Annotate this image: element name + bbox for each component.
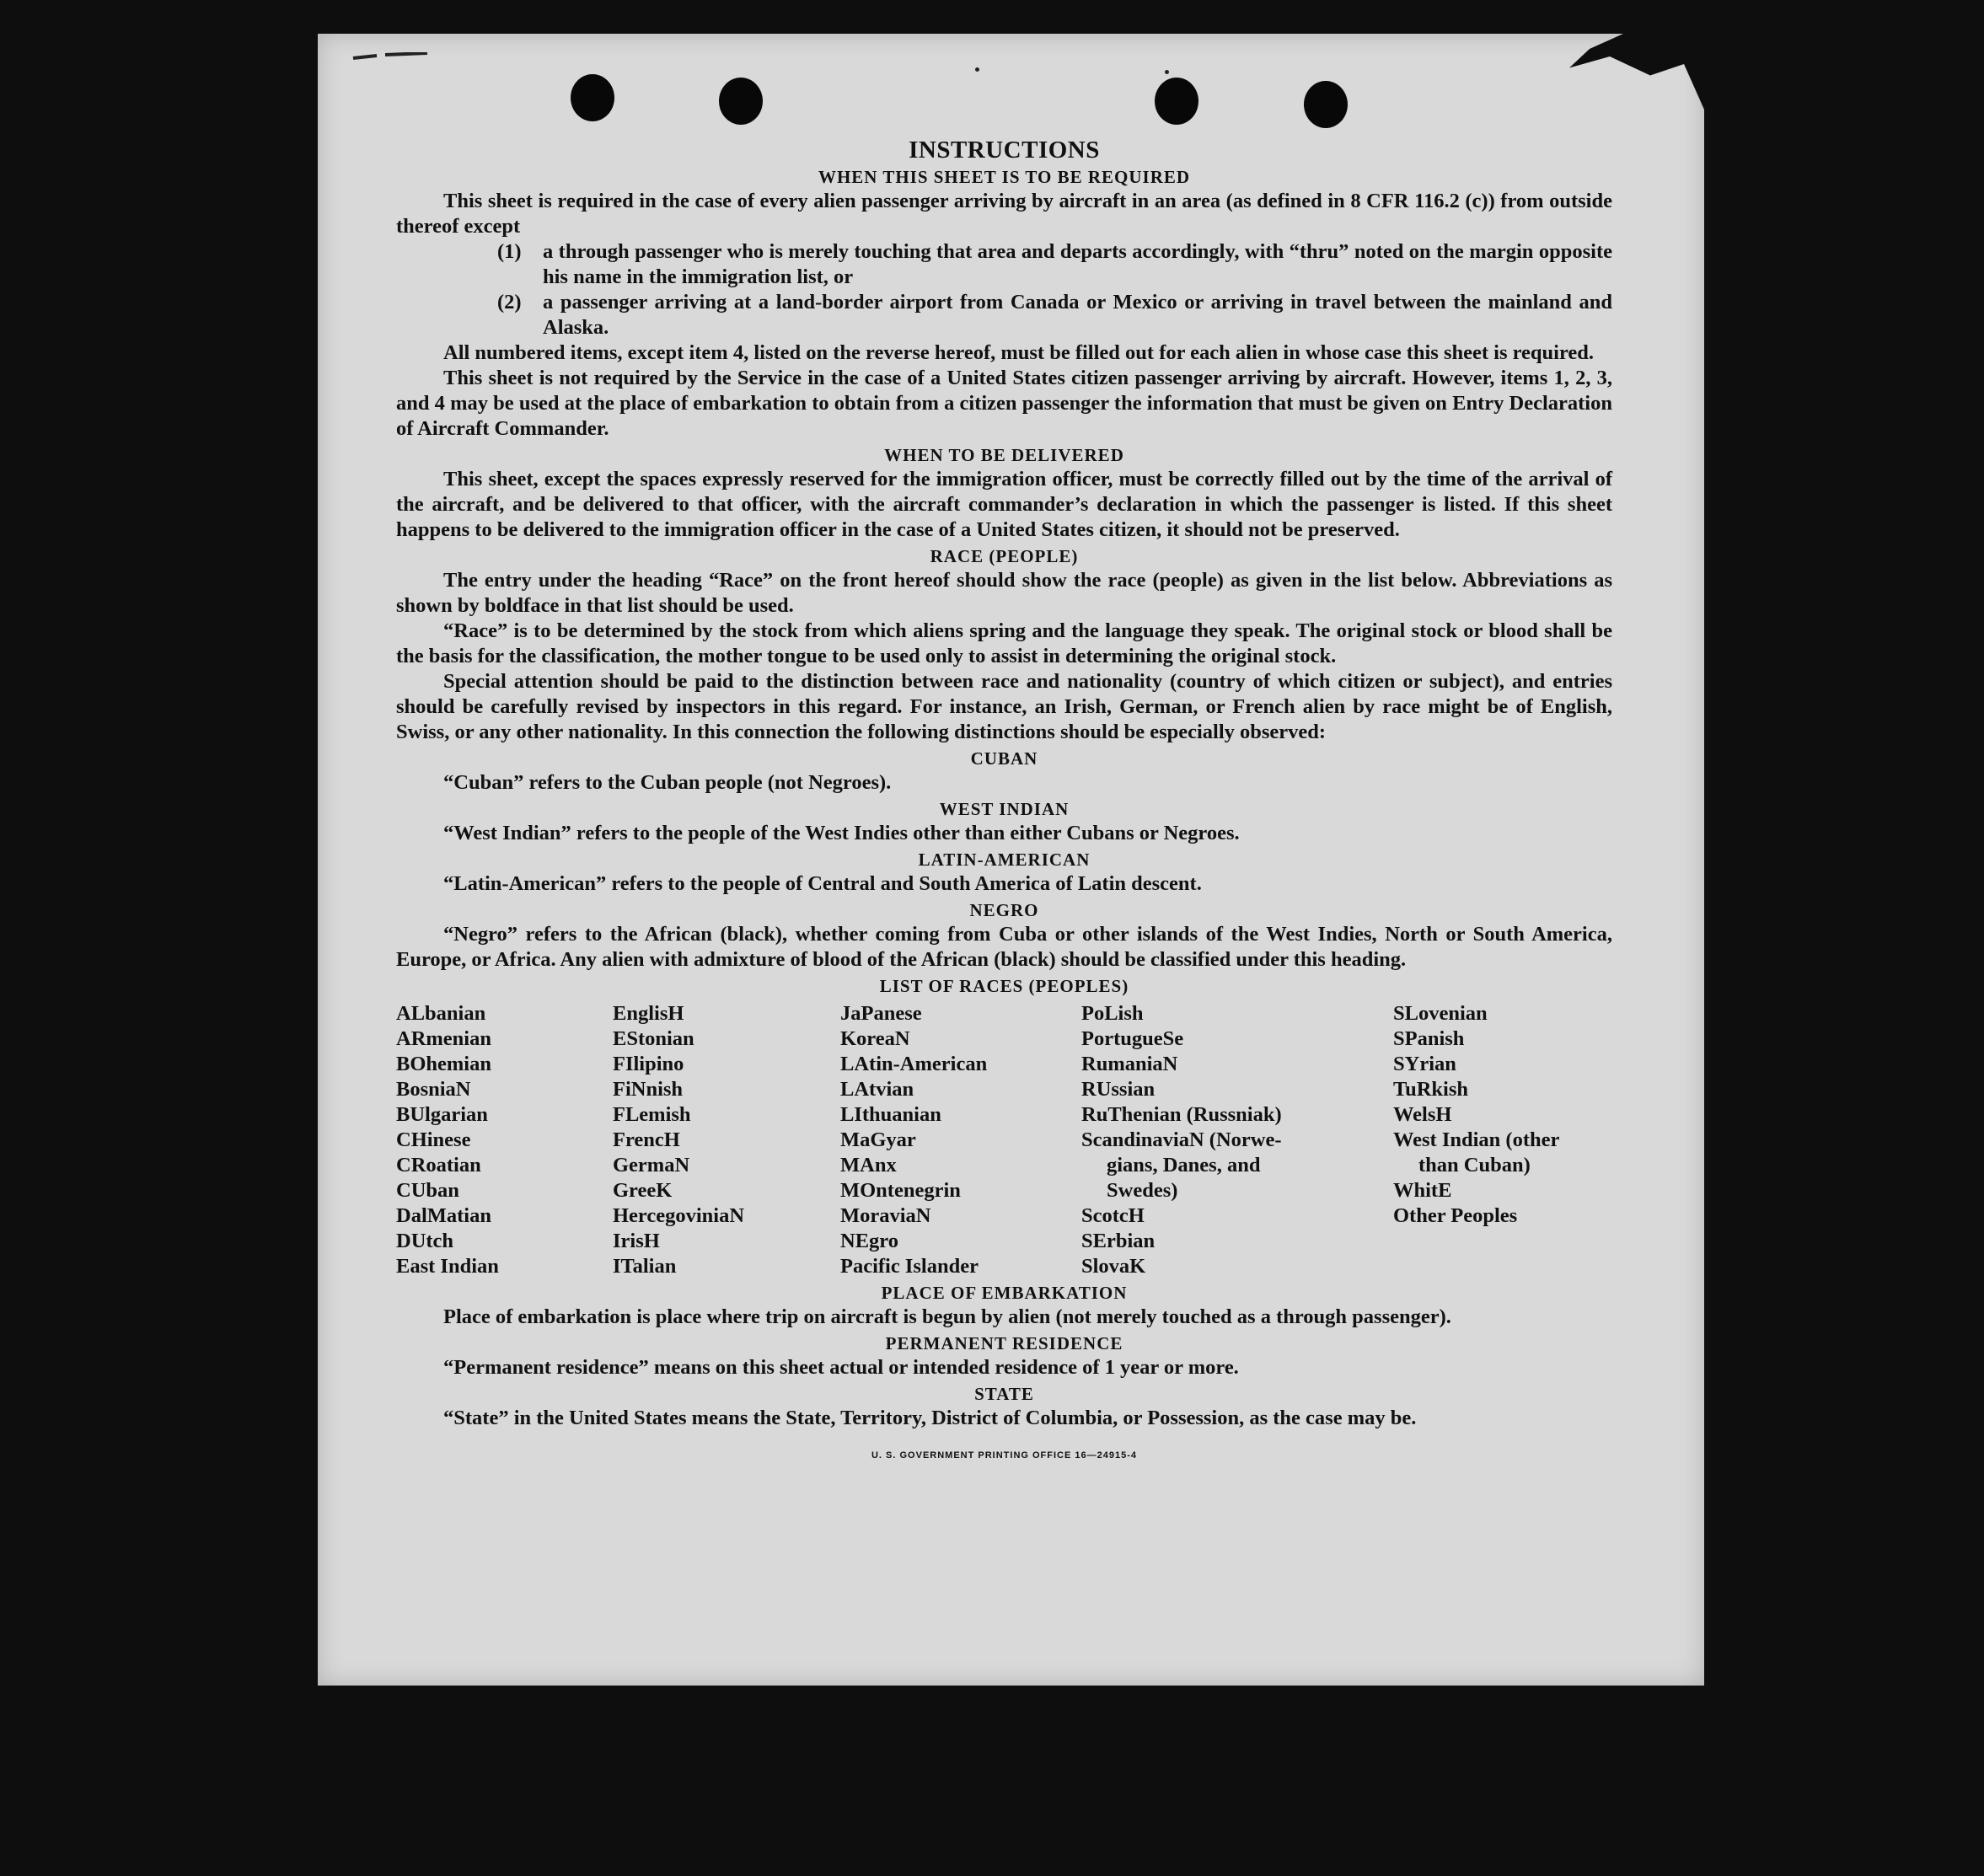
race-entry: NEgro	[840, 1230, 898, 1252]
race-entry: SErbian	[1081, 1230, 1156, 1252]
heading-delivered: WHEN TO BE DELIVERED	[884, 445, 1124, 465]
latin-american-text: “Latin-American” refers to the people of Central and South America of Latin descent.	[443, 872, 1202, 895]
race-entry: BOhemian	[396, 1053, 491, 1075]
race-entry: MOntenegrin	[840, 1179, 961, 1202]
negro-text: “Negro” refers to the African (black), whether coming from Cuba or other islands of the West Indies, North or South America, Europe, or Africa. Any alien with admixture of blood of the African (black) should be classified under this heading.	[396, 923, 1612, 971]
race-entry: HercegoviniaN	[613, 1204, 745, 1227]
race-entry: than Cuban)	[1418, 1154, 1531, 1177]
race-entry: SPanish	[1393, 1027, 1465, 1050]
race-entry: EStonian	[613, 1027, 694, 1050]
delivered-text: This sheet, except the spaces expressly reserved for the immigration officer, must be correctly filled out by the time of the arrival of the aircraft, and be delivered to that officer, with the aircraft commander’s declaration in which the passenger is listed. If this sheet happens to be delivered to the immigration officer in the case of a United States citizen, it should not be preserved.	[396, 468, 1612, 541]
race-entry: LAtin-American	[840, 1053, 988, 1075]
race-entry: CUban	[396, 1179, 459, 1202]
race-entry: MAnx	[840, 1154, 897, 1177]
speck	[1165, 70, 1169, 74]
page-title: INSTRUCTIONS	[909, 137, 1100, 163]
races-column-4	[1081, 1001, 1393, 1279]
item-number: (1)	[497, 240, 522, 263]
races-column-2	[613, 1001, 840, 1279]
embarkation-text: Place of embarkation is place where trip on aircraft is begun by alien (not merely touched as a through passenger).	[443, 1305, 1451, 1328]
race-entry: GermaN	[613, 1154, 690, 1177]
race-entry: EnglisH	[613, 1002, 684, 1025]
heading-cuban: CUBAN	[970, 748, 1038, 769]
race-entry: LIthuanian	[840, 1103, 941, 1126]
race-entry: LAtvian	[840, 1078, 914, 1101]
race-entry: SlovaK	[1081, 1255, 1146, 1278]
required-intro: This sheet is required in the case of every alien passenger arriving by aircraft in an area (as defined in 8 CFR 116.2 (c)) from outside thereof except	[396, 190, 1612, 238]
residence-text: “Permanent residence” means on this sheet actual or intended residence of 1 year or more.	[443, 1356, 1239, 1379]
race-para-3: Special attention should be paid to the distinction between race and nationality (country of which citizen or subject), and entries should be carefully revised by inspectors in this regard. For instance, an Irish, German, or French alien by race might be of English, Swiss, or any other nationality. In this connection the following distinctions should be especially observed:	[396, 670, 1612, 743]
race-entry: MoraviaN	[840, 1204, 931, 1227]
race-entry: GreeK	[613, 1179, 673, 1202]
race-entry: ALbanian	[396, 1002, 486, 1025]
heading-races-list: LIST OF RACES (PEOPLES)	[879, 976, 1129, 996]
instructions-content	[396, 101, 1612, 1468]
race-entry: CRoatian	[396, 1154, 481, 1177]
speck	[975, 67, 979, 72]
race-entry: MaGyar	[840, 1128, 916, 1151]
race-entry: FiNnish	[613, 1078, 684, 1101]
race-entry: JaPanese	[840, 1002, 922, 1025]
race-entry: BosniaN	[396, 1078, 471, 1101]
heading-state: STATE	[974, 1384, 1034, 1404]
document-sheet	[318, 34, 1704, 1686]
races-column-5	[1393, 1001, 1612, 1279]
race-entry: ITalian	[613, 1255, 677, 1278]
heading-race: RACE (PEOPLE)	[930, 546, 1079, 566]
race-entry: ARmenian	[396, 1027, 491, 1050]
race-entry: TuRkish	[1393, 1078, 1469, 1101]
race-entry: CHinese	[396, 1128, 471, 1151]
race-entry: SLovenian	[1393, 1002, 1488, 1025]
heading-residence: PERMANENT RESIDENCE	[885, 1333, 1123, 1353]
torn-corner	[1569, 34, 1704, 110]
required-para-2: All numbered items, except item 4, listed on the reverse hereof, must be filled out for each alien in whose case this sheet is required.	[443, 341, 1595, 364]
race-entry: ScotcH	[1081, 1204, 1145, 1227]
race-entry: KoreaN	[840, 1027, 910, 1050]
pencil-mark	[351, 52, 436, 61]
race-entry: RUssian	[1081, 1078, 1156, 1101]
race-entry: Swedes)	[1107, 1179, 1178, 1202]
race-entry: FIlipino	[613, 1053, 684, 1075]
race-entry: IrisH	[613, 1230, 660, 1252]
item-text: a through passenger who is merely touching that area and departs accordingly, with “thru” noted on the margin opposite his name in the immigration list, or	[543, 240, 1612, 288]
race-entry: ScandinaviaN (Norwe-	[1081, 1128, 1282, 1151]
race-entry: RumaniaN	[1081, 1053, 1178, 1075]
race-entry: Other Peoples	[1393, 1204, 1518, 1227]
races-column-3	[840, 1001, 1081, 1279]
race-entry: East Indian	[396, 1255, 499, 1278]
item-number: (2)	[497, 291, 522, 314]
race-para-1: The entry under the heading “Race” on the front hereof should show the race (people) as given in the list below. Abbreviations as shown by boldface in that list should be used.	[396, 569, 1612, 617]
race-entry: gians, Danes, and	[1107, 1154, 1261, 1177]
race-entry: Pacific Islander	[840, 1255, 979, 1278]
race-entry: FLemish	[613, 1103, 691, 1126]
cuban-text: “Cuban” refers to the Cuban people (not Negroes).	[443, 771, 892, 794]
race-entry: FrencH	[613, 1128, 680, 1151]
heading-west-indian: WEST INDIAN	[939, 799, 1070, 819]
races-list	[396, 1001, 1612, 1279]
heading-required: WHEN THIS SHEET IS TO BE REQUIRED	[818, 167, 1191, 187]
state-text: “State” in the United States means the State, Territory, District of Columbia, or Possession, as the case may be.	[443, 1407, 1417, 1429]
race-entry: DalMatian	[396, 1204, 491, 1227]
heading-latin-american: LATIN-AMERICAN	[918, 850, 1091, 870]
race-entry: PoLish	[1081, 1002, 1144, 1025]
exception-item-1	[497, 239, 1612, 290]
heading-negro: NEGRO	[969, 900, 1039, 920]
race-entry: RuThenian (Russniak)	[1081, 1103, 1282, 1126]
race-para-2: “Race” is to be determined by the stock from which aliens spring and the language they speak. The original stock or blood shall be the basis for the classification, the mother tongue to be used only to assist in determining the original stock.	[396, 619, 1612, 667]
race-entry: SYrian	[1393, 1053, 1456, 1075]
required-para-3: This sheet is not required by the Service in the case of a United States citizen passenger arriving by aircraft. However, items 1, 2, 3, and 4 may be used at the place of embarkation to obtain from a citizen passenger the information that must be given on Entry Declaration of Aircraft Commander.	[396, 367, 1612, 440]
heading-embarkation: PLACE OF EMBARKATION	[881, 1283, 1128, 1303]
exception-item-2	[497, 290, 1612, 340]
race-entry: DUtch	[396, 1230, 454, 1252]
race-entry: PortugueSe	[1081, 1027, 1184, 1050]
race-entry: West Indian (other	[1393, 1128, 1560, 1151]
race-entry: WhitE	[1393, 1179, 1452, 1202]
races-column-1	[396, 1001, 613, 1279]
item-text: a passenger arriving at a land-border airport from Canada or Mexico or arriving in travel between the mainland and Alaska.	[543, 291, 1612, 339]
race-entry: BUlgarian	[396, 1103, 488, 1126]
printer-line: U. S. GOVERNMENT PRINTING OFFICE 16—24915-4	[871, 1450, 1137, 1461]
west-indian-text: “West Indian” refers to the people of the West Indies other than either Cubans or Negroes.	[443, 822, 1240, 844]
race-entry: WelsH	[1393, 1103, 1452, 1126]
